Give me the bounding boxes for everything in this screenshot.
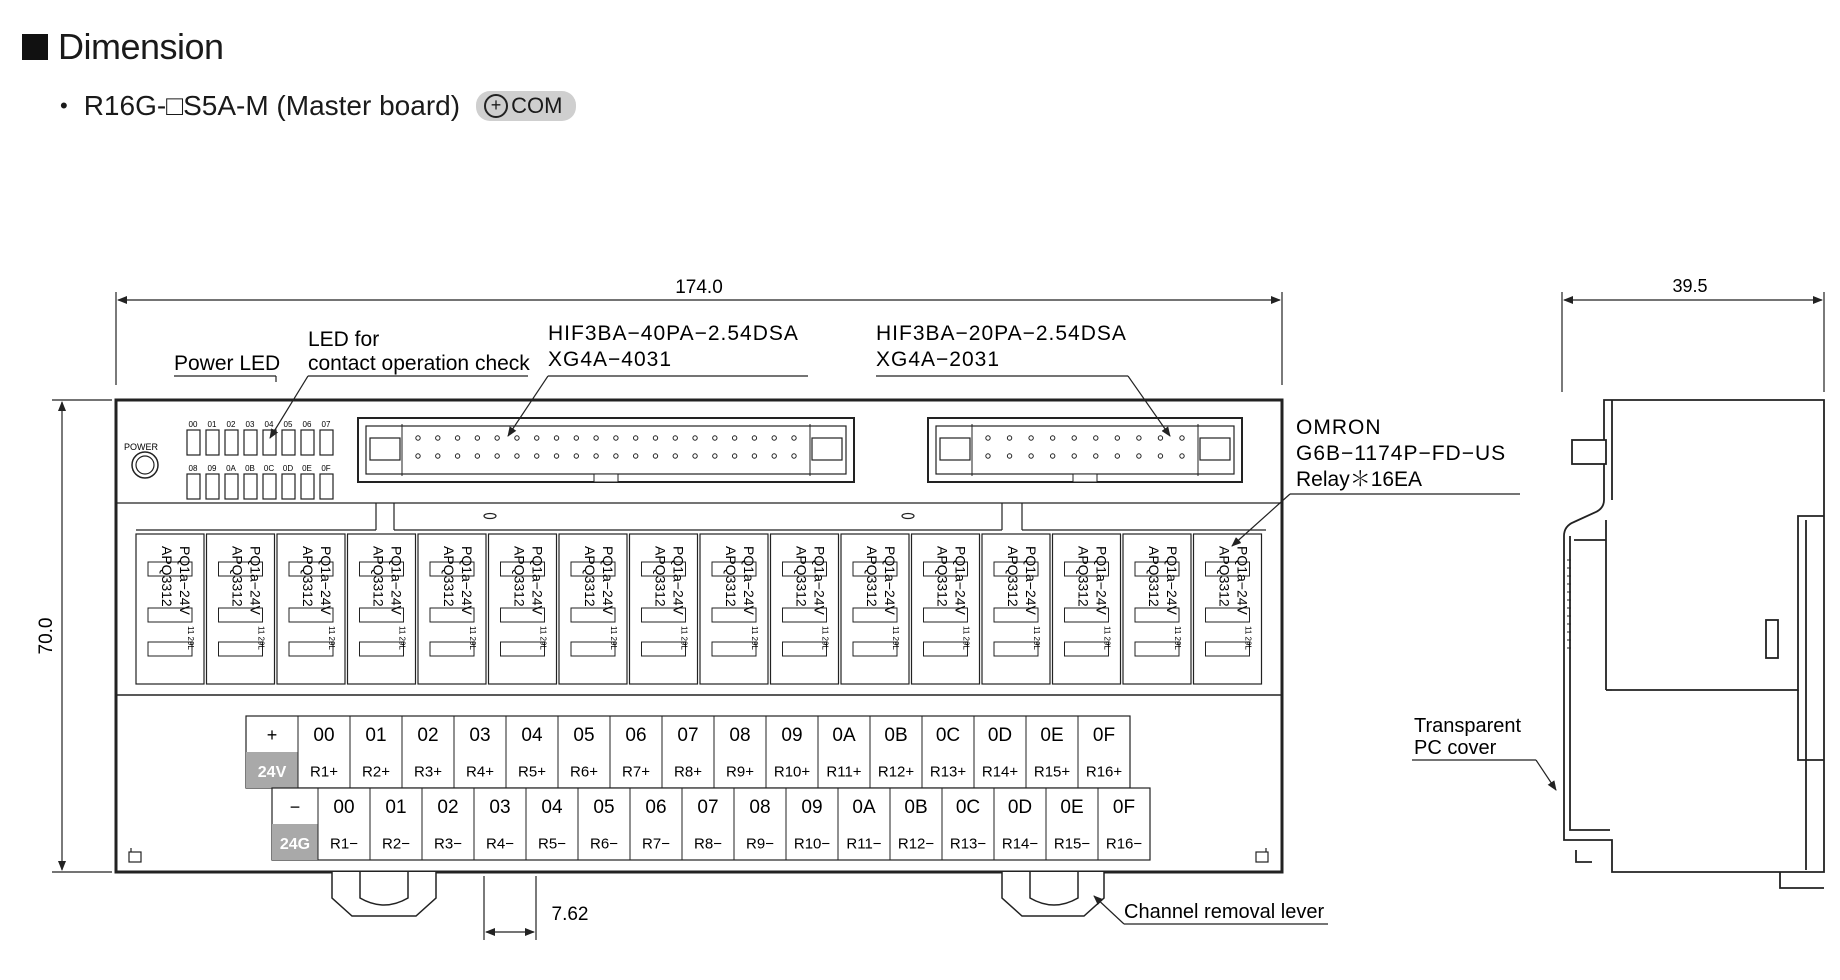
relay-code: 11 29L	[961, 626, 971, 650]
relay-part: APQ3312	[582, 546, 598, 607]
terminal-channel: 09	[801, 797, 823, 819]
terminal-label: R12+	[877, 763, 915, 781]
relay-part: APQ3312	[793, 546, 810, 607]
terminal-channel: 0B	[904, 797, 928, 819]
relay-model: PQ1a−24V	[1023, 546, 1039, 615]
terminal-label: R1−	[330, 835, 358, 853]
terminal-label: R4+	[466, 763, 494, 781]
terminal-channel: 0B	[884, 725, 908, 747]
rail-label: 24V	[257, 764, 287, 782]
callout-lever: Channel removal lever	[1124, 901, 1325, 923]
terminal-channel: 0E	[1040, 725, 1064, 747]
callout-power-led: Power LED	[174, 352, 281, 375]
terminal-label: R15+	[1033, 763, 1071, 781]
pitch-dimension	[484, 876, 536, 940]
relay-part: APQ3312	[723, 546, 739, 607]
relay-model: PQ1a−24V	[600, 546, 616, 615]
terminal-channel: 09	[781, 725, 803, 747]
power-silkscreen: POWER	[124, 442, 159, 452]
led-indicator	[320, 430, 333, 455]
relay-array	[136, 534, 1262, 684]
terminal-channel: 05	[593, 797, 615, 819]
connector-key	[1073, 474, 1097, 482]
relay-part: APQ3312	[159, 546, 175, 607]
led-label: 01	[207, 420, 217, 429]
relay	[1194, 534, 1262, 684]
heading-text: Dimension	[58, 26, 224, 67]
relay-code: 11 29L	[679, 626, 689, 650]
channel-removal-lever-right	[1002, 872, 1104, 916]
width-value: 174.0	[675, 277, 723, 298]
terminal-label: R7−	[642, 835, 670, 853]
terminal-channel: 02	[437, 797, 459, 819]
relay-code: 11 29L	[397, 626, 407, 650]
terminal-channel: 0A	[852, 797, 876, 819]
terminal-label: R1+	[310, 763, 338, 781]
terminal-channel: 07	[677, 725, 699, 747]
callout-connector20-line1: HIF3BA−20PA−2.54DSA	[876, 322, 1127, 345]
relay-part: APQ3312	[441, 546, 457, 607]
depth-value: 39.5	[1672, 276, 1708, 296]
terminal-label: R6+	[570, 763, 598, 781]
terminal-channel: 05	[573, 725, 595, 747]
led-indicator	[206, 430, 219, 455]
terminal-label: R3−	[434, 835, 462, 853]
relay-code: 11 29L	[750, 626, 759, 650]
terminal-label: R4−	[486, 835, 514, 853]
relay-model: PQ1a−24V	[741, 546, 757, 615]
plus-circle-icon: +	[484, 94, 508, 118]
led-indicator	[225, 474, 238, 499]
led-indicator	[187, 430, 200, 455]
led-indicator	[244, 430, 257, 455]
relay-model: PQ1a−24V	[1234, 546, 1251, 615]
led-label: 0A	[226, 464, 236, 473]
terminal-label: R7+	[622, 763, 650, 781]
terminal-label: R2+	[362, 763, 390, 781]
terminal-label: R6−	[590, 835, 618, 853]
relay-model: PQ1a−24V	[882, 546, 898, 615]
relay	[841, 534, 909, 684]
terminal-label: R8−	[694, 835, 722, 853]
terminal-channel: 06	[625, 725, 647, 747]
connector-40pin	[358, 418, 854, 482]
led-label: 06	[302, 420, 312, 429]
relay-code: 11 29L	[891, 626, 900, 650]
bullet: •	[60, 93, 68, 118]
terminal-channel: 01	[365, 725, 387, 747]
model-name: R16G-□S5A-M (Master board)	[83, 90, 461, 121]
led-label: 0F	[321, 464, 331, 473]
terminal-label: R15−	[1053, 835, 1091, 853]
terminal-channel: 0D	[987, 725, 1013, 747]
relay-code: 11 29L	[820, 626, 830, 650]
led-label: 02	[226, 420, 236, 429]
led-indicator	[244, 474, 257, 499]
led-label: 0E	[302, 464, 312, 473]
relay-part: APQ3312	[300, 546, 316, 607]
callout-connector20-line2: XG4A−2031	[876, 348, 1001, 371]
relay-model: PQ1a−24V	[318, 546, 334, 615]
terminal-channel: 0C	[935, 725, 961, 747]
relay	[418, 534, 486, 684]
terminal-block-bottom	[272, 788, 1150, 860]
relay-code: 11 29L	[609, 626, 618, 650]
terminal-channel: 08	[729, 725, 751, 747]
led-indicator	[187, 474, 200, 499]
led-indicator	[263, 430, 276, 455]
relay-part: APQ3312	[370, 546, 387, 607]
terminal-label: R16−	[1105, 835, 1143, 853]
relay-model: PQ1a−24V	[670, 546, 687, 615]
led-indicator	[301, 474, 314, 499]
terminal-channel: 03	[489, 797, 511, 819]
led-indicator	[282, 474, 295, 499]
pitch-value: 7.62	[551, 904, 589, 925]
terminal-channel: 0D	[1007, 797, 1033, 819]
terminal-label: R12−	[897, 835, 935, 853]
led-label: 0D	[282, 464, 294, 473]
relay-model: PQ1a−24V	[1093, 546, 1110, 615]
callout-cover-line2: PC cover	[1414, 737, 1497, 759]
relay-part: APQ3312	[934, 546, 951, 607]
relay-model: PQ1a−24V	[952, 546, 969, 615]
relay-part: APQ3312	[229, 546, 246, 607]
channel-removal-lever-left	[332, 872, 436, 916]
terminal-label: R3+	[414, 763, 442, 781]
relay-model: PQ1a−24V	[177, 546, 193, 615]
relay-code: 11 29L	[1032, 626, 1041, 650]
relay	[1053, 534, 1121, 684]
terminal-channel: 0F	[1092, 725, 1116, 747]
relay	[489, 534, 557, 684]
terminal-channel: 03	[469, 725, 491, 747]
terminal-label: R11−	[846, 835, 882, 853]
relay-area-frame	[136, 503, 1266, 530]
relay-code: 11 29L	[256, 626, 266, 650]
callout-relay-line1: OMRON	[1296, 416, 1382, 439]
callout-connector40-line1: HIF3BA−40PA−2.54DSA	[548, 322, 799, 345]
relay-part: APQ3312	[864, 546, 880, 607]
callout-relay-line3: Relay＊16EA	[1296, 468, 1423, 491]
relay	[630, 534, 698, 684]
led-label: 0B	[245, 464, 255, 473]
rail-label: 24G	[279, 836, 311, 854]
relay	[348, 534, 416, 684]
terminal-label: R8+	[674, 763, 702, 781]
led-labels-top	[189, 420, 331, 429]
relay-model: PQ1a−24V	[1164, 546, 1180, 615]
terminal-label: R13+	[929, 763, 967, 781]
connector-housing	[928, 418, 1242, 482]
terminal-label: R5−	[538, 835, 566, 853]
relay-model: PQ1a−24V	[811, 546, 828, 615]
relay	[912, 534, 980, 684]
terminal-channel: 00	[333, 797, 355, 819]
led-label: 08	[188, 464, 198, 473]
led-indicator	[282, 430, 295, 455]
relay-code: 11 29L	[1173, 626, 1182, 650]
terminal-channel: 0E	[1060, 797, 1084, 819]
led-indicator	[206, 474, 219, 499]
relay-code: 11 29L	[327, 626, 336, 650]
terminal-label: R9+	[726, 763, 754, 781]
relay	[700, 534, 768, 684]
terminal-label: R5+	[518, 763, 546, 781]
led-label: 00	[188, 420, 198, 429]
terminal-channel: 01	[385, 797, 407, 819]
led-label: 03	[245, 420, 255, 429]
connector-20pin	[928, 418, 1242, 482]
relay-code: 11 29L	[1243, 626, 1253, 650]
terminal-label: R14+	[981, 763, 1019, 781]
relay-model: PQ1a−24V	[529, 546, 546, 615]
relay	[136, 534, 204, 684]
height-value: 70.0	[36, 617, 57, 655]
relay-code: 11 29L	[1102, 626, 1112, 650]
terminal-channel: 04	[521, 725, 543, 747]
relay-part: APQ3312	[1075, 546, 1092, 607]
terminal-channel: 0F	[1112, 797, 1136, 819]
relay-part: APQ3312	[652, 546, 669, 607]
led-indicator	[301, 430, 314, 455]
terminal-block-top	[246, 716, 1130, 788]
terminal-label: R9−	[746, 835, 774, 853]
led-indicator	[225, 430, 238, 455]
terminal-channel: 02	[417, 725, 439, 747]
relay-part: APQ3312	[1146, 546, 1162, 607]
relay-code: 11 29L	[186, 626, 195, 650]
callout-cover-line1: Transparent	[1414, 715, 1522, 737]
connector-key	[594, 474, 618, 482]
relay-part: APQ3312	[1005, 546, 1021, 607]
relay	[982, 534, 1050, 684]
led-labels-bottom	[189, 464, 331, 473]
callout-relay-line2: G6B−1174P−FD−US	[1296, 442, 1507, 465]
terminal-label: R13−	[949, 835, 987, 853]
relay	[771, 534, 839, 684]
led-label: 0C	[263, 464, 275, 473]
com-badge-label: COM	[511, 93, 563, 118]
depth-dimension	[1562, 292, 1824, 392]
relay-model: PQ1a−24V	[247, 546, 264, 615]
rail-sign: −	[289, 797, 301, 818]
relay	[207, 534, 275, 684]
led-label: 05	[283, 420, 293, 429]
led-label: 07	[321, 420, 331, 429]
height-dimension	[52, 400, 112, 872]
terminal-channel: 08	[749, 797, 771, 819]
relay-part: APQ3312	[511, 546, 528, 607]
terminal-channel: 04	[541, 797, 563, 819]
relay-code: 11 29L	[538, 626, 548, 650]
terminal-label: R10−	[793, 835, 831, 853]
terminal-channel: 00	[313, 725, 335, 747]
led-indicator	[320, 474, 333, 499]
callout-led-check-line2: contact operation check	[308, 352, 530, 375]
terminal-label: R16+	[1085, 763, 1123, 781]
terminal-channel: 06	[645, 797, 667, 819]
callout-connector40-line2: XG4A−4031	[548, 348, 673, 371]
relay	[559, 534, 627, 684]
relay	[277, 534, 345, 684]
terminal-channel: 07	[697, 797, 719, 819]
relay-model: PQ1a−24V	[459, 546, 475, 615]
terminal-channel: 0A	[832, 725, 856, 747]
terminal-label: R11+	[826, 763, 862, 781]
relay	[1123, 534, 1191, 684]
relay-part: APQ3312	[1216, 546, 1233, 607]
side-view	[1564, 400, 1824, 888]
callout-led-check-line1: LED for	[308, 328, 380, 351]
relay-model: PQ1a−24V	[388, 546, 405, 615]
terminal-channel: 0C	[955, 797, 981, 819]
led-indicator	[263, 474, 276, 499]
terminal-label: R10+	[773, 763, 811, 781]
connector-housing	[358, 418, 854, 482]
terminal-label: R2−	[382, 835, 410, 853]
led-label: 09	[207, 464, 217, 473]
terminal-label: R14−	[1001, 835, 1039, 853]
led-label: 04	[264, 420, 274, 429]
power-led	[132, 452, 158, 478]
relay-code: 11 29L	[468, 626, 477, 650]
rail-sign: +	[266, 725, 278, 746]
